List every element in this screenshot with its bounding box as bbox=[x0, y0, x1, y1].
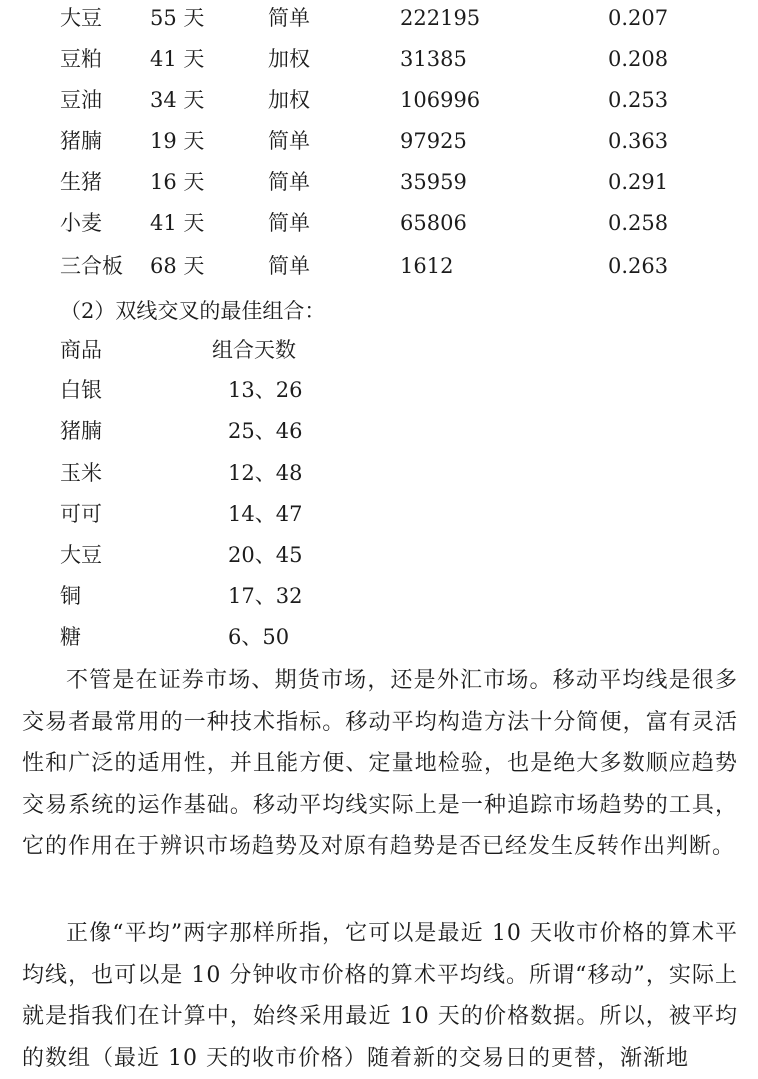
method: 简单 bbox=[268, 129, 310, 153]
product-name: 小麦 bbox=[60, 211, 102, 235]
ratio: 0.291 bbox=[608, 170, 669, 194]
ratio: 0.253 bbox=[608, 88, 669, 112]
table-row bbox=[0, 123, 758, 159]
combination-days: 14、47 bbox=[228, 502, 303, 526]
table-header-row bbox=[0, 332, 758, 368]
product-name: 铜 bbox=[60, 584, 81, 608]
product-name: 猪腩 bbox=[60, 129, 102, 153]
product-name: 大豆 bbox=[60, 6, 102, 30]
value: 97925 bbox=[400, 129, 467, 153]
product-name: 生猪 bbox=[60, 170, 102, 194]
combination-days: 6、50 bbox=[228, 625, 290, 649]
days: 16 天 bbox=[150, 170, 205, 194]
table-row bbox=[0, 0, 758, 36]
days: 68 天 bbox=[150, 254, 205, 278]
ratio: 0.207 bbox=[608, 6, 669, 30]
product-name: 大豆 bbox=[60, 543, 102, 567]
days: 41 天 bbox=[150, 211, 205, 235]
method: 加权 bbox=[268, 47, 310, 71]
value: 222195 bbox=[400, 6, 481, 30]
table-row bbox=[0, 619, 758, 655]
method: 简单 bbox=[268, 254, 310, 278]
product-name: 豆粕 bbox=[60, 47, 102, 71]
ratio: 0.258 bbox=[608, 211, 669, 235]
table-row bbox=[0, 164, 758, 200]
table-row bbox=[0, 578, 758, 614]
product-name: 白银 bbox=[60, 378, 102, 402]
column-header-days: 组合天数 bbox=[212, 338, 296, 362]
column-header-product: 商品 bbox=[60, 338, 102, 362]
days: 41 天 bbox=[150, 47, 205, 71]
combination-days: 13、26 bbox=[228, 378, 303, 402]
value: 35959 bbox=[400, 170, 467, 194]
table-row bbox=[0, 205, 758, 241]
days: 19 天 bbox=[150, 129, 205, 153]
body-paragraph: 正像“平均”两字那样所指，它可以是最近 10 天收市价格的算术平均线，也可以是 10 分钟收市价格的算术平均线。所谓“移动”，实际上就是指我们在计算中，始终采用最近 10 天的价格数据。所以，被平均的数组（最近 10 天的收市价格）随着新的交易日的更替，渐渐地 bbox=[22, 921, 738, 1071]
product-name: 猪腩 bbox=[60, 419, 102, 443]
value: 65806 bbox=[400, 211, 467, 235]
combination-days: 12、48 bbox=[228, 461, 303, 485]
table-row bbox=[0, 82, 758, 118]
table-row bbox=[0, 248, 758, 284]
method: 简单 bbox=[268, 211, 310, 235]
ratio: 0.263 bbox=[608, 254, 669, 278]
table-row bbox=[0, 413, 758, 449]
combination-days: 25、46 bbox=[228, 419, 303, 443]
value: 106996 bbox=[400, 88, 481, 112]
ratio: 0.208 bbox=[608, 47, 669, 71]
product-name: 豆油 bbox=[60, 88, 102, 112]
method: 简单 bbox=[268, 170, 310, 194]
table-row bbox=[0, 41, 758, 77]
combination-days: 17、32 bbox=[228, 584, 303, 608]
table-row bbox=[0, 496, 758, 532]
body-paragraph: 不管是在证券市场、期货市场，还是外汇市场。移动平均线是很多交易者最常用的一种技术指标。移动平均构造方法十分简便，富有灵活性和广泛的适用性，并且能方便、定量地检验，也是绝大多数顺应趋势交易系统的运作基础。移动平均线实际上是一种追踪市场趋势的工具，它的作用在于辨识市场趋势及对原有趋势是否已经发生反转作出判断。 bbox=[22, 668, 738, 859]
combination-days: 20、45 bbox=[228, 543, 303, 567]
product-name: 玉米 bbox=[60, 461, 102, 485]
table-row bbox=[0, 455, 758, 491]
section-heading: （2）双线交叉的最佳组合： bbox=[60, 299, 326, 323]
table-row bbox=[0, 537, 758, 573]
table-row bbox=[0, 372, 758, 408]
method: 简单 bbox=[268, 6, 310, 30]
product-name: 三合板 bbox=[60, 254, 123, 278]
value: 31385 bbox=[400, 47, 467, 71]
ratio: 0.363 bbox=[608, 129, 669, 153]
method: 加权 bbox=[268, 88, 310, 112]
days: 55 天 bbox=[150, 6, 205, 30]
value: 1612 bbox=[400, 254, 454, 278]
product-name: 糖 bbox=[60, 625, 81, 649]
days: 34 天 bbox=[150, 88, 205, 112]
product-name: 可可 bbox=[60, 502, 102, 526]
